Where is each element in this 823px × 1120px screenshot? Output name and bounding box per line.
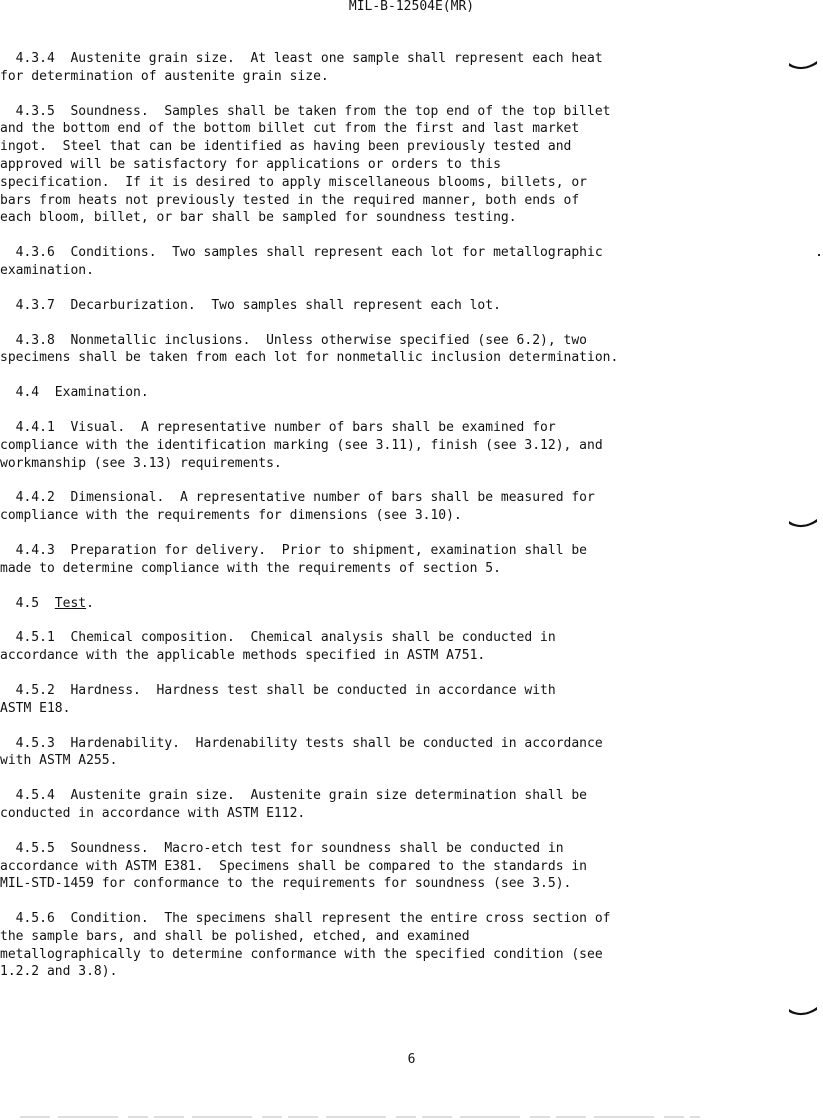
paragraph-line: 4.5.4 Austenite grain size. Austenite grain size determination shall be bbox=[0, 788, 587, 804]
scan-edge-mark-icon bbox=[788, 58, 818, 70]
paragraph bbox=[0, 244, 720, 280]
paragraph bbox=[0, 384, 720, 402]
paragraph-line: each bloom, billet, or bar shall be sampled for soundness testing. bbox=[0, 210, 517, 226]
paragraph bbox=[0, 787, 720, 823]
document-id-header: MIL-B-12504E(MR) bbox=[348, 0, 475, 14]
paragraph-line: examination. bbox=[0, 262, 94, 278]
paragraph-line: 4.5.1 Chemical composition. Chemical analysis shall be conducted in bbox=[0, 630, 556, 646]
paragraph bbox=[0, 297, 720, 315]
paragraph bbox=[0, 50, 720, 86]
paragraph-line: 4.5.5 Soundness. Macro-etch test for soundness shall be conducted in bbox=[0, 840, 564, 856]
paragraph-line: 4.3.6 Conditions. Two samples shall represent each lot for metallographic bbox=[0, 245, 603, 261]
paragraph-line: 4.4.2 Dimensional. A representative number of bars shall be measured for bbox=[0, 490, 595, 506]
paragraph-line: 4.5.3 Hardenability. Hardenability tests shall be conducted in accordance bbox=[0, 735, 603, 751]
paragraph-line: compliance with the identification marking (see 3.11), finish (see 3.12), and bbox=[0, 437, 603, 453]
paragraph-line: conducted in accordance with ASTM E112. bbox=[0, 805, 306, 821]
paragraph-line: ASTM E18. bbox=[0, 700, 71, 716]
paragraph bbox=[0, 735, 720, 771]
page-number: 6 bbox=[407, 1052, 416, 1067]
scan-bottom-edge bbox=[0, 1112, 823, 1120]
paragraph-line: 4.3.7 Decarburization. Two samples shall represent each lot. bbox=[0, 297, 501, 313]
paragraph-line: made to determine compliance with the requirements of section 5. bbox=[0, 560, 501, 576]
scan-edge-mark-icon bbox=[788, 516, 818, 528]
paragraph bbox=[0, 595, 720, 613]
paragraph bbox=[0, 542, 720, 578]
paragraph-line: ingot. Steel that can be identified as having been previously tested and bbox=[0, 139, 572, 155]
scan-edge-mark-icon bbox=[788, 1004, 818, 1016]
paragraph-line: 4.3.5 Soundness. Samples shall be taken from the top end of the top billet bbox=[0, 103, 611, 119]
paragraph-line: and the bottom end of the bottom billet cut from the first and last market bbox=[0, 121, 580, 137]
paragraph-line: accordance with the applicable methods specified in ASTM A751. bbox=[0, 648, 486, 664]
paragraph-line bbox=[0, 595, 720, 613]
paragraph-line: the sample bars, and shall be polished, etched, and examined bbox=[0, 928, 470, 944]
paragraph-line: 4.3.8 Nonmetallic inclusions. Unless otherwise specified (see 6.2), two bbox=[0, 332, 587, 348]
paragraph-line: bars from heats not previously tested in the required manner, both ends of bbox=[0, 192, 580, 208]
paragraph-line: 4.4.1 Visual. A representative number of bars shall be examined for bbox=[0, 419, 556, 435]
paragraph-line: MIL-STD-1459 for conformance to the requirements for soundness (see 3.5). bbox=[0, 876, 572, 892]
paragraph bbox=[0, 910, 720, 981]
paragraph-line: 4.4 Examination. bbox=[0, 385, 149, 401]
paragraph-line: workmanship (see 3.13) requirements. bbox=[0, 455, 282, 471]
paragraph-line: specimens shall be taken from each lot for nonmetallic inclusion determination. bbox=[0, 350, 619, 366]
paragraph-line: with ASTM A255. bbox=[0, 753, 118, 769]
heading-punctuation: . bbox=[86, 595, 94, 611]
paragraph bbox=[0, 103, 720, 228]
paragraph bbox=[0, 682, 720, 718]
heading-title: Test bbox=[54, 595, 87, 611]
paragraph-line: 4.4.3 Preparation for delivery. Prior to shipment, examination shall be bbox=[0, 542, 587, 558]
paragraph-line: 4.5.2 Hardness. Hardness test shall be conducted in accordance with bbox=[0, 682, 556, 698]
paragraph bbox=[0, 840, 720, 893]
paragraph-line: specification. If it is desired to apply miscellaneous blooms, billets, or bbox=[0, 174, 587, 190]
paragraph-line: 4.5.6 Condition. The specimens shall represent the entire cross section of bbox=[0, 911, 611, 927]
paragraph bbox=[0, 629, 720, 665]
scan-speck bbox=[818, 254, 820, 256]
paragraph bbox=[0, 489, 720, 525]
paragraph-line: for determination of austenite grain size. bbox=[0, 68, 329, 84]
paragraph-line: compliance with the requirements for dimensions (see 3.10). bbox=[0, 508, 462, 524]
paragraph-line: 4.3.4 Austenite grain size. At least one sample shall represent each heat bbox=[0, 51, 603, 66]
paragraph-line: metallographically to determine conformance with the specified condition (see bbox=[0, 946, 603, 962]
paragraph-line: approved will be satisfactory for applications or orders to this bbox=[0, 156, 501, 172]
heading-number: 4.5 bbox=[0, 595, 55, 611]
paragraph-line: 1.2.2 and 3.8). bbox=[0, 964, 118, 980]
paragraph bbox=[0, 332, 720, 368]
document-body bbox=[0, 50, 720, 998]
paragraph-line: accordance with ASTM E381. Specimens shall be compared to the standards in bbox=[0, 858, 587, 874]
paragraph bbox=[0, 419, 720, 472]
